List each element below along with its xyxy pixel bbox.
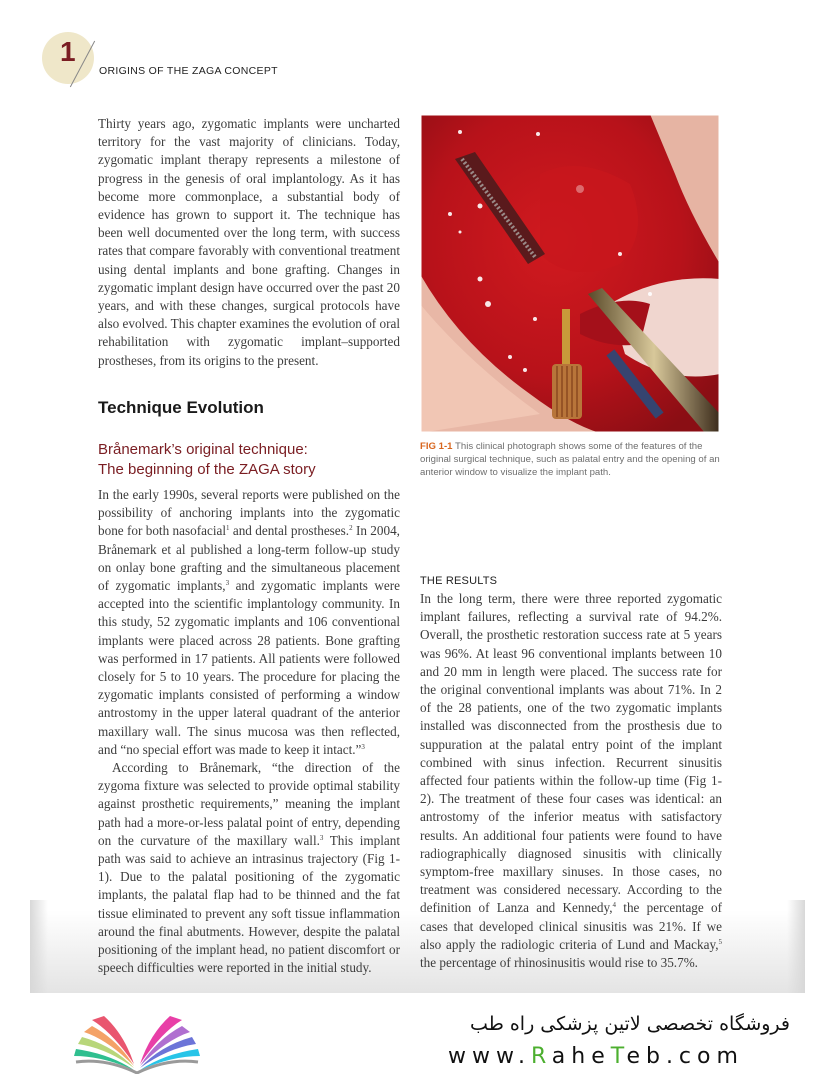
url-part: T [610, 1044, 627, 1069]
citation: 4 [612, 901, 617, 910]
citation: 3 [361, 742, 365, 751]
intro-column [98, 115, 400, 370]
text-run: In the early 1990s, several reports were published on the possibility of anchoring implants into the zygomatic bone for both nasofacial [98, 487, 400, 539]
intro-paragraph: Thirty years ago, zygomatic implants were uncharted territory for the vast majority of clinicians. Today, zygomatic implant therapy represents a milestone of progress in the genesis of oral implantology. As it has become more commonplace, a substantial body of evidence has grown to support it. The technique has been well documented over the long term, with success rates that compare favorably with conventional treatment using dental implants and bone grafting. Changes in zygomatic implant design have occurred over the past 20 years, and with these changes, surgical protocols have also evolved. This chapter examines the evolution of oral rehabilitation with zygomatic implant–supported prostheses, from its origins to the present. [98, 116, 400, 368]
subsection-title-line2: The beginning of the ZAGA story [98, 461, 316, 478]
text-run: and zygomatic implants were accepted into the scientific implantology community. In this study, 52 zygomatic implants and 106 conventional implants were placed across 28 patients. Bone grafting was performed in 17 patients. All patients were followed closely for 5 to 10 years. The procedure for placing the zygomatic implants consisted of performing a window antrostomy in the upper lateral quadrant of the anterior maxillary wall. The sinus mucosa was then reflected, and “no special effort was made to keep it intact.” [98, 578, 401, 757]
chapter-number: 1 [60, 36, 76, 67]
url-part: www. [448, 1044, 531, 1069]
right-body-column [420, 590, 722, 972]
figure-label: FIG 1-1 [420, 441, 453, 452]
surgical-photo-image [420, 114, 720, 433]
url-part: eb.com [626, 1044, 744, 1069]
text-run: the percentage of cases that developed clinical sinusitis was 21%. If we also apply the radiologic criteria of Lund and Mackay, [420, 900, 722, 952]
body-paragraph-2 [98, 759, 400, 977]
citation: 2 [349, 524, 353, 533]
text-run: In the long term, there were three reported zygomatic implant failures, reflecting a survival rate of 94.2%. Overall, the prosthetic restoration success rate at 5 years was 96%. At least 96 conventional implants between 10 and 20 mm in length were placed. The success rate for the original conventional implants was about 71%. In 2 of the 28 patients, one of the two zygomatic implants installed was disconnected from the prosthesis due to suppuration at the palatal entry point of the implant combined with sinus infection. Recurrent sinusitis affected four patients within the follow-up time (Fig 1-2). The treatment of these four cases was identical: an antrostomy of the inferior meatus with satisfactory results. An additional four patients were found to have radiographically diagnosed sinusitis with clinically symptom-free maxillary sinuses. In those cases, no treatment was considered necessary. According to the definition of Lanza and Kennedy, [420, 591, 722, 916]
citation: 3 [225, 579, 230, 588]
results-paragraph [420, 590, 722, 972]
subsection-title [98, 440, 316, 480]
section-title: Technique Evolution [98, 398, 264, 417]
store-name: فروشگاه تخصصی لاتین پزشکی راه طب [470, 1013, 790, 1035]
open-book-logo-icon [72, 1012, 202, 1074]
page-shadow [30, 900, 48, 993]
text-run: According to Brånemark, “the direction of the zygoma fixture was selected to provide optimal stability against prosthetic requirements,” meaning the implant path had a more-or-less palatal point of entry, depending on the curvature of the maxillary wall. [98, 760, 400, 848]
results-heading: THE RESULTS [420, 575, 498, 587]
store-url[interactable] [448, 1044, 744, 1069]
text-run: This implant path was said to achieve an intrasinus trajectory (Fig 1-1). Due to the palatal positioning of the zygomatic implants, the palatal flap had to be thinned and the fat tissue eliminated to prevent any soft tissue inflammation around the final abutments. However, despite the palatal positioning of the implant head, no patient discomfort or speech difficulties were reported in the initial study. [98, 832, 400, 976]
citation: 3 [319, 833, 324, 842]
left-body-column [98, 486, 400, 977]
text-run: and dental prostheses. [229, 523, 350, 539]
citation: 1 [226, 524, 230, 533]
body-paragraph-1 [98, 486, 400, 759]
url-part: R [530, 1044, 552, 1069]
running-head: ORIGINS OF THE ZAGA CONCEPT [99, 65, 278, 77]
text-run: the percentage of rhinosinusitis would rise to 35.7%. [420, 955, 698, 971]
caption-text: This clinical photograph shows some of the features of the original surgical technique, such as palatal entry and the opening of an anterior window to visualize the implant path. [420, 441, 720, 478]
clinical-photograph [420, 114, 720, 433]
citation: 5 [718, 937, 722, 946]
page-shadow [787, 900, 805, 993]
figure-caption [420, 440, 722, 479]
subsection-title-line1: Brånemark’s original technique: [98, 441, 308, 458]
text-run: In 2004, Brånemark et al published a long-term follow-up study on onlay bone grafting and the simultaneous placement of zygomatic implants, [98, 523, 400, 594]
url-part: ahe [551, 1044, 611, 1069]
